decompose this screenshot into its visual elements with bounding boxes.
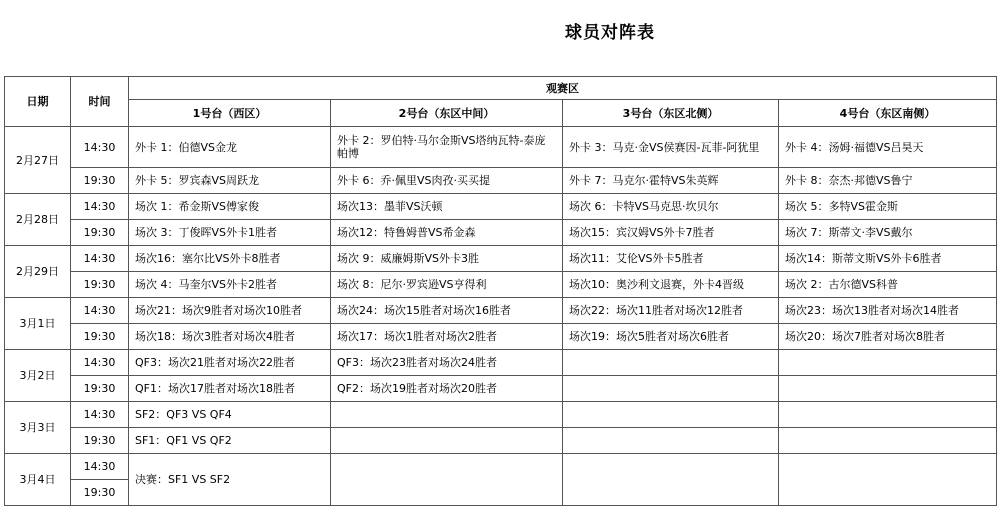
match-cell: 场次 3：丁俊晖VS外卡1胜者	[129, 220, 331, 246]
match-cell: SF2：QF3 VS QF4	[129, 402, 331, 428]
match-cell	[331, 402, 563, 428]
date-cell: 2月29日	[5, 246, 71, 298]
match-cell: 外卡 5：罗宾森VS周跃龙	[129, 168, 331, 194]
match-cell	[563, 454, 779, 506]
match-cell	[779, 428, 997, 454]
match-cell	[563, 428, 779, 454]
time-cell: 19:30	[71, 428, 129, 454]
match-cell: 场次 8：尼尔·罗宾逊VS亨得利	[331, 272, 563, 298]
time-cell: 14:30	[71, 127, 129, 168]
table-row	[5, 298, 997, 324]
table-row	[5, 246, 997, 272]
match-cell: 场次24：场次15胜者对场次16胜者	[331, 298, 563, 324]
time-cell: 19:30	[71, 168, 129, 194]
date-cell: 3月4日	[5, 454, 71, 506]
match-cell: 场次20：场次7胜者对场次8胜者	[779, 324, 997, 350]
time-cell: 19:30	[71, 376, 129, 402]
table-row	[5, 220, 997, 246]
match-cell	[779, 454, 997, 506]
time-cell: 19:30	[71, 272, 129, 298]
match-cell	[563, 350, 779, 376]
match-cell	[563, 376, 779, 402]
time-cell: 19:30	[71, 480, 129, 506]
table-row	[5, 272, 997, 298]
time-cell: 19:30	[71, 220, 129, 246]
match-cell: 外卡 2：罗伯特·马尔金斯VS塔纳瓦特-泰庞帕博	[331, 127, 563, 168]
match-cell: 外卡 3：马克·金VS侯赛因-瓦菲-阿犹里	[563, 127, 779, 168]
schedule-table	[4, 76, 997, 506]
match-cell: 场次18：场次3胜者对场次4胜者	[129, 324, 331, 350]
match-cell: 场次 9：威廉姆斯VS外卡3胜	[331, 246, 563, 272]
match-cell: 场次12：特鲁姆普VS希金森	[331, 220, 563, 246]
match-cell	[563, 402, 779, 428]
time-cell: 14:30	[71, 350, 129, 376]
table-row	[5, 127, 997, 168]
match-cell: QF2：场次19胜者对场次20胜者	[331, 376, 563, 402]
table-row	[5, 168, 997, 194]
time-cell: 14:30	[71, 194, 129, 220]
header-date: 日期	[5, 77, 71, 127]
match-cell: 场次13：墨菲VS沃顿	[331, 194, 563, 220]
date-cell: 2月28日	[5, 194, 71, 246]
header-viewing-area: 观赛区	[129, 77, 997, 100]
match-cell	[779, 376, 997, 402]
time-cell: 14:30	[71, 454, 129, 480]
match-cell: 场次 7：斯蒂文·李VS戴尔	[779, 220, 997, 246]
match-cell: 外卡 1：伯德VS金龙	[129, 127, 331, 168]
match-cell: 外卡 6：乔·佩里VS肉孜·买买提	[331, 168, 563, 194]
match-cell: 场次 1：希金斯VS傅家俊	[129, 194, 331, 220]
match-cell: 场次16：塞尔比VS外卡8胜者	[129, 246, 331, 272]
header-venue-3: 3号台（东区北侧）	[563, 100, 779, 127]
match-cell	[331, 428, 563, 454]
match-cell: QF3：场次21胜者对场次22胜者	[129, 350, 331, 376]
date-cell: 2月27日	[5, 127, 71, 194]
match-cell: 场次 2：古尔德VS科普	[779, 272, 997, 298]
match-cell: 外卡 4：汤姆·福德VS吕昊天	[779, 127, 997, 168]
match-cell: 场次23：场次13胜者对场次14胜者	[779, 298, 997, 324]
match-cell: 场次11：艾伦VS外卡5胜者	[563, 246, 779, 272]
final-match-cell: 决赛：SF1 VS SF2	[129, 454, 331, 506]
match-cell: SF1：QF1 VS QF2	[129, 428, 331, 454]
match-cell: 场次 6：卡特VS马克思·坎贝尔	[563, 194, 779, 220]
match-cell: 场次10：奥沙利文退赛，外卡4晋级	[563, 272, 779, 298]
header-venue-4: 4号台（东区南侧）	[779, 100, 997, 127]
match-cell: 场次 4：马奎尔VS外卡2胜者	[129, 272, 331, 298]
time-cell: 14:30	[71, 246, 129, 272]
time-cell: 19:30	[71, 324, 129, 350]
table-row	[5, 376, 997, 402]
match-cell: 场次 5：多特VS霍金斯	[779, 194, 997, 220]
match-cell: QF1：场次17胜者对场次18胜者	[129, 376, 331, 402]
date-cell: 3月2日	[5, 350, 71, 402]
time-cell: 14:30	[71, 402, 129, 428]
match-cell: 场次15：宾汉姆VS外卡7胜者	[563, 220, 779, 246]
time-cell: 14:30	[71, 298, 129, 324]
match-cell: 外卡 8：奈杰·邦德VS鲁宁	[779, 168, 997, 194]
page-title: 球员对阵表	[565, 23, 655, 43]
match-cell	[779, 350, 997, 376]
table-row	[5, 350, 997, 376]
header-venue-1: 1号台（西区）	[129, 100, 331, 127]
match-cell: 场次17：场次1胜者对场次2胜者	[331, 324, 563, 350]
match-cell	[779, 402, 997, 428]
header-time: 时间	[71, 77, 129, 127]
match-cell	[331, 454, 563, 506]
match-cell: 外卡 7：马克尔·霍特VS朱英辉	[563, 168, 779, 194]
match-cell: 场次14：斯蒂文斯VS外卡6胜者	[779, 246, 997, 272]
date-cell: 3月3日	[5, 402, 71, 454]
table-row	[5, 194, 997, 220]
match-cell: 场次22：场次11胜者对场次12胜者	[563, 298, 779, 324]
date-cell: 3月1日	[5, 298, 71, 350]
match-cell: QF3：场次23胜者对场次24胜者	[331, 350, 563, 376]
match-cell: 场次21：场次9胜者对场次10胜者	[129, 298, 331, 324]
table-row	[5, 454, 997, 480]
header-venue-2: 2号台（东区中间）	[331, 100, 563, 127]
table-row	[5, 428, 997, 454]
table-row	[5, 324, 997, 350]
table-row	[5, 402, 997, 428]
match-cell: 场次19：场次5胜者对场次6胜者	[563, 324, 779, 350]
